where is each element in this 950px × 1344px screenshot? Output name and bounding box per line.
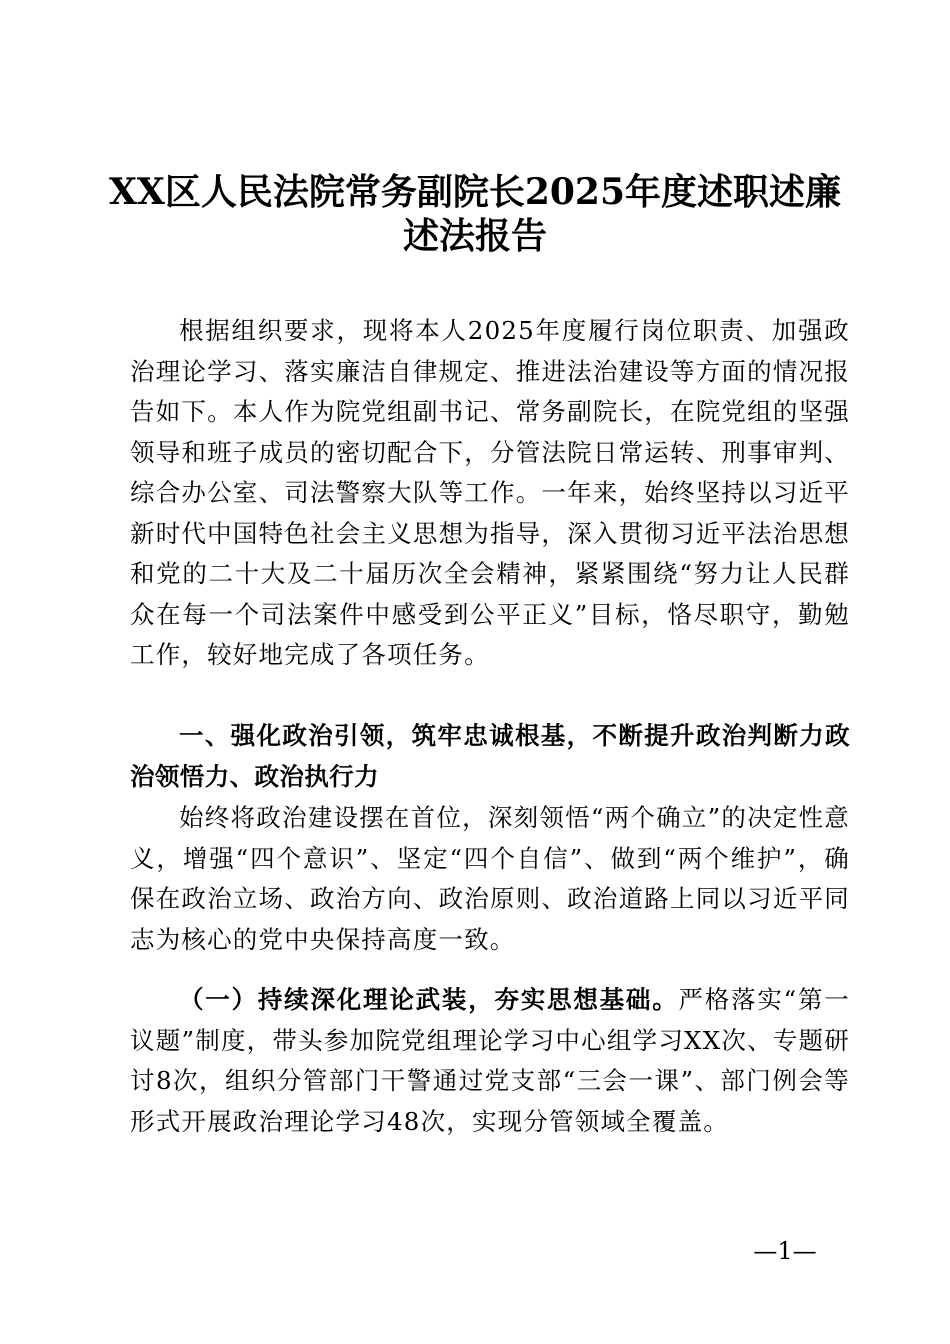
subsection-1-body: 严格落实“第一议题”制度，带头参加院党组理论学习中心组学习XX次、专题研讨8次，组织分管部门干警通过党支部“三会一课”、部门例会等形式开展政治理论学习48次，实现分管领域全覆盖。 — [130, 985, 850, 1136]
document-title-line-1: XX区人民法院常务副院长2025年度述职述廉 — [108, 171, 842, 213]
document-title-line-2: 述法报告 — [402, 215, 547, 257]
section-1-paragraph: 始终将政治建设摆在首位，深刻领悟“两个确立”的决定性意义，增强“四个意识”、坚定“四个自信”、做到“两个维护”，确保在政治立场、政治方向、政治原则、政治道路上同以习近平同志为核心的党中央保持高度一致。 — [130, 803, 850, 954]
section-1-heading: 一、强化政治引领，筑牢忠诚根基，不断提升政治判断力政治领悟力、政治执行力 — [130, 721, 850, 791]
page-number: —1— — [753, 1237, 817, 1265]
intro-paragraph: 根据组织要求，现将本人2025年度履行岗位职责、加强政治理论学习、落实廉洁自律规定、推进法治建设等方面的情况报告如下。本人作为院党组副书记、常务副院长，在院党组的坚强领导和班子成员的密切配合下，分管法院日常运转、刑事审判、综合办公室、司法警察大队等工作。一年来，始终坚持以习近平新时代中国特色社会主义思想为指导，深入贯彻习近平法治思想和党的二十大及二十届历次全会精神，紧紧围绕“努力让人民群众在每一个司法案件中感受到公平正义”目标，恪尽职守，勤勉工作，较好地完成了各项任务。 — [130, 316, 850, 669]
subsection-1-lead: （一）持续深化理论武装，夯实思想基础。 — [179, 985, 679, 1014]
subsection-1-paragraph — [130, 980, 850, 1142]
